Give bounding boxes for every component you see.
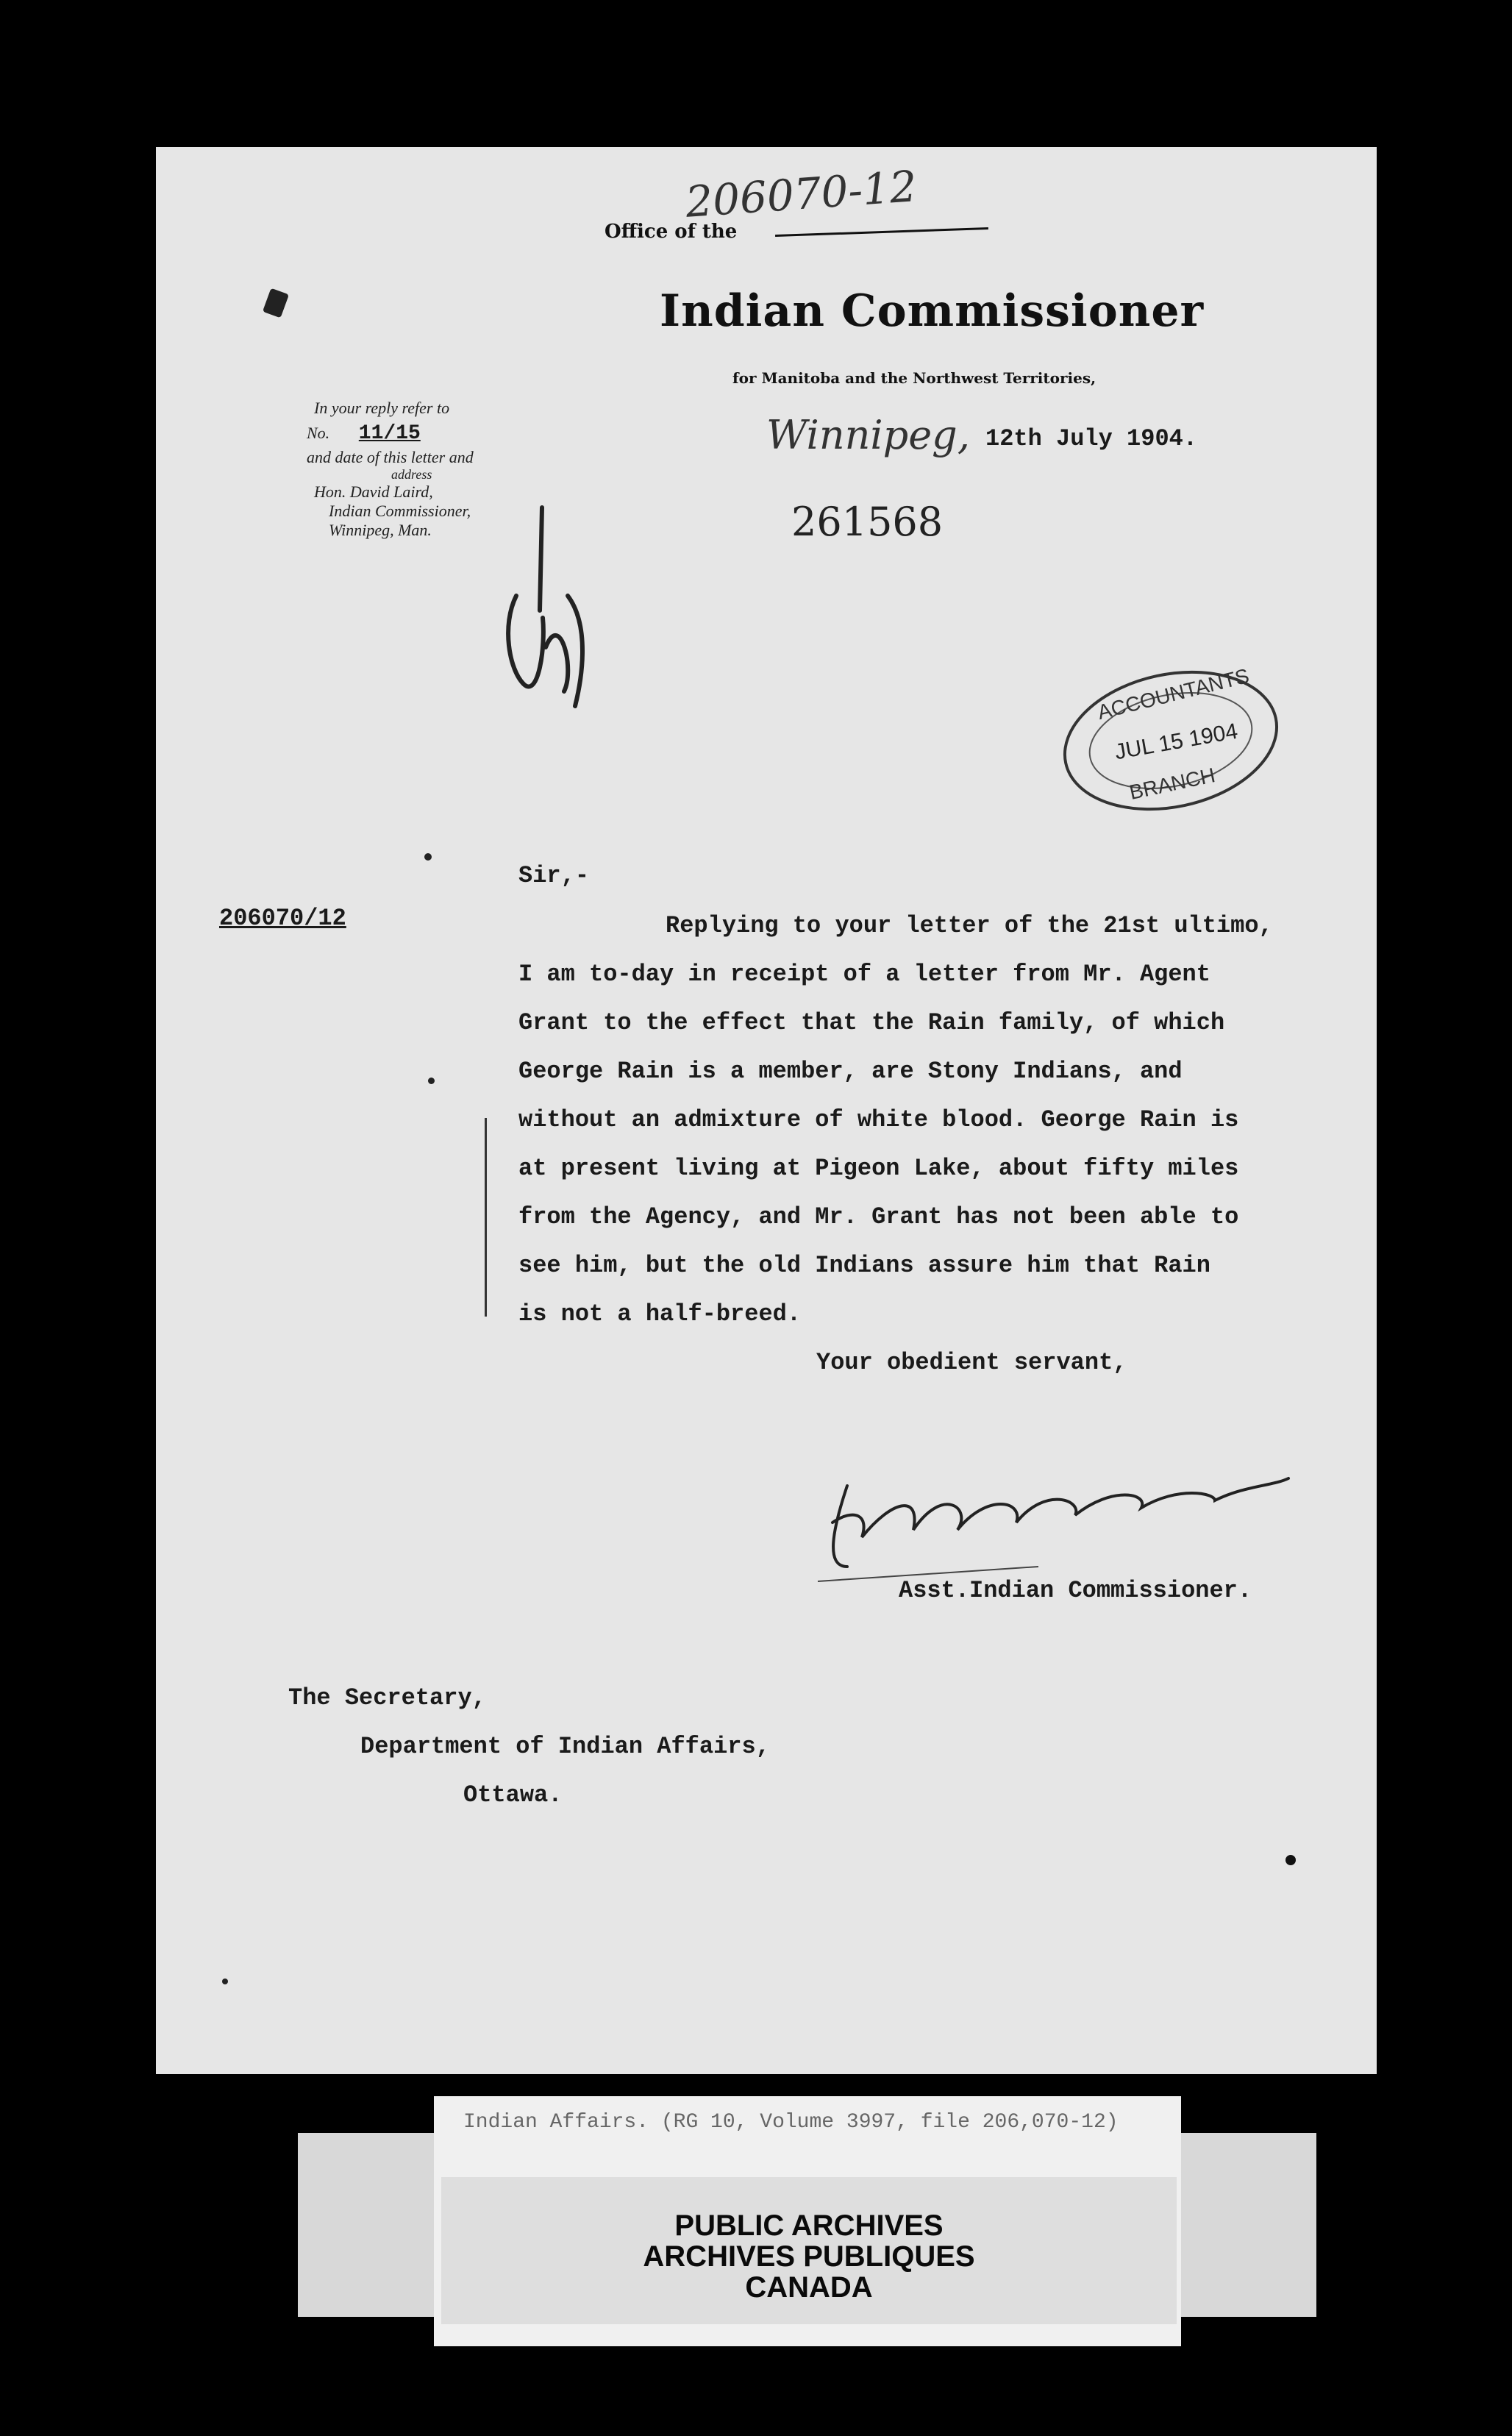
archive-line-3: CANADA	[745, 2271, 873, 2304]
initials-scribble-icon	[494, 500, 605, 721]
body-line-9: is not a half-breed.	[518, 1300, 802, 1328]
reply-line-6: Indian Commissioner,	[329, 502, 471, 520]
header-rule	[775, 227, 988, 237]
reply-line-7: Winnipeg, Man.	[329, 521, 432, 539]
reply-number-label: No.	[307, 424, 330, 442]
letterhead-title: Indian Commissioner	[660, 285, 1205, 337]
handwritten-initials-scribble	[494, 500, 605, 721]
addressee-line-3: Ottawa.	[463, 1781, 563, 1809]
label-strip-right	[1177, 2133, 1316, 2317]
handwritten-file-number: 206070-12	[684, 161, 919, 227]
handwritten-signature	[803, 1442, 1318, 1589]
body-line-4: George Rain is a member, are Stony Indians, and	[518, 1058, 1183, 1085]
signature-icon	[803, 1442, 1318, 1589]
closing: Your obedient servant,	[816, 1349, 1127, 1376]
archive-stamp-panel	[441, 2177, 1177, 2324]
body-line-3: Grant to the effect that the Rain family, of which	[518, 1009, 1225, 1036]
label-strip-left	[298, 2133, 445, 2317]
body-line-1: Replying to your letter of the 21st ultimo,	[666, 912, 1273, 939]
punch-mark	[263, 288, 289, 318]
office-of-the-label: Office of the	[605, 221, 738, 243]
body-line-8: see him, but the old Indians assure him that Rain	[518, 1252, 1210, 1279]
reply-line-1: In your reply refer to	[314, 399, 450, 417]
accountants-branch-stamp	[1059, 663, 1283, 813]
margin-marker-line	[485, 1118, 487, 1317]
body-line-6: at present living at Pigeon Lake, about fifty miles	[518, 1155, 1239, 1182]
ink-dot	[222, 1979, 228, 1984]
reply-number-value: 11/15	[358, 422, 421, 445]
stamp-bottom-text: BRANCH	[1127, 763, 1218, 804]
archive-line-1: PUBLIC ARCHIVES	[674, 2209, 944, 2242]
margin-file-reference: 206070/12	[219, 905, 346, 932]
addressee-line-1: The Secretary,	[288, 1684, 486, 1712]
body-line-5: without an admixture of white blood. George Rain is	[518, 1106, 1239, 1133]
archive-line-2: ARCHIVES PUBLIQUES	[643, 2240, 975, 2273]
letter-page	[156, 147, 1377, 2074]
salutation: Sir,-	[518, 862, 590, 889]
reply-number-row	[307, 422, 571, 445]
reply-line-4: address	[391, 467, 432, 482]
signer-title: Asst.Indian Commissioner.	[899, 1577, 1252, 1604]
ink-dot	[1285, 1855, 1296, 1865]
reply-line-3: and date of this letter and	[307, 448, 474, 466]
stamp-top-text: ACCOUNTANTS	[1095, 663, 1252, 724]
letter-date: 12th July 1904.	[985, 425, 1198, 452]
addressee-line-2: Department of Indian Affairs,	[360, 1733, 770, 1760]
registry-number: 261568	[791, 499, 944, 545]
ink-dot	[428, 1078, 435, 1084]
place-name: Winnipeg,	[766, 412, 970, 458]
stamp-date: JUL 15 1904	[1113, 719, 1240, 765]
reply-line-5: Hon. David Laird,	[314, 482, 433, 501]
body-line-7: from the Agency, and Mr. Grant has not been able to	[518, 1203, 1239, 1231]
body-line-2: I am to-day in receipt of a letter from Mr. Agent	[518, 961, 1210, 988]
letterhead-subtitle: for Manitoba and the Northwest Territories,	[732, 369, 1096, 387]
archive-reference: Indian Affairs. (RG 10, Volume 3997, file 206,070-12)	[463, 2111, 1119, 2134]
ink-dot	[424, 853, 432, 861]
